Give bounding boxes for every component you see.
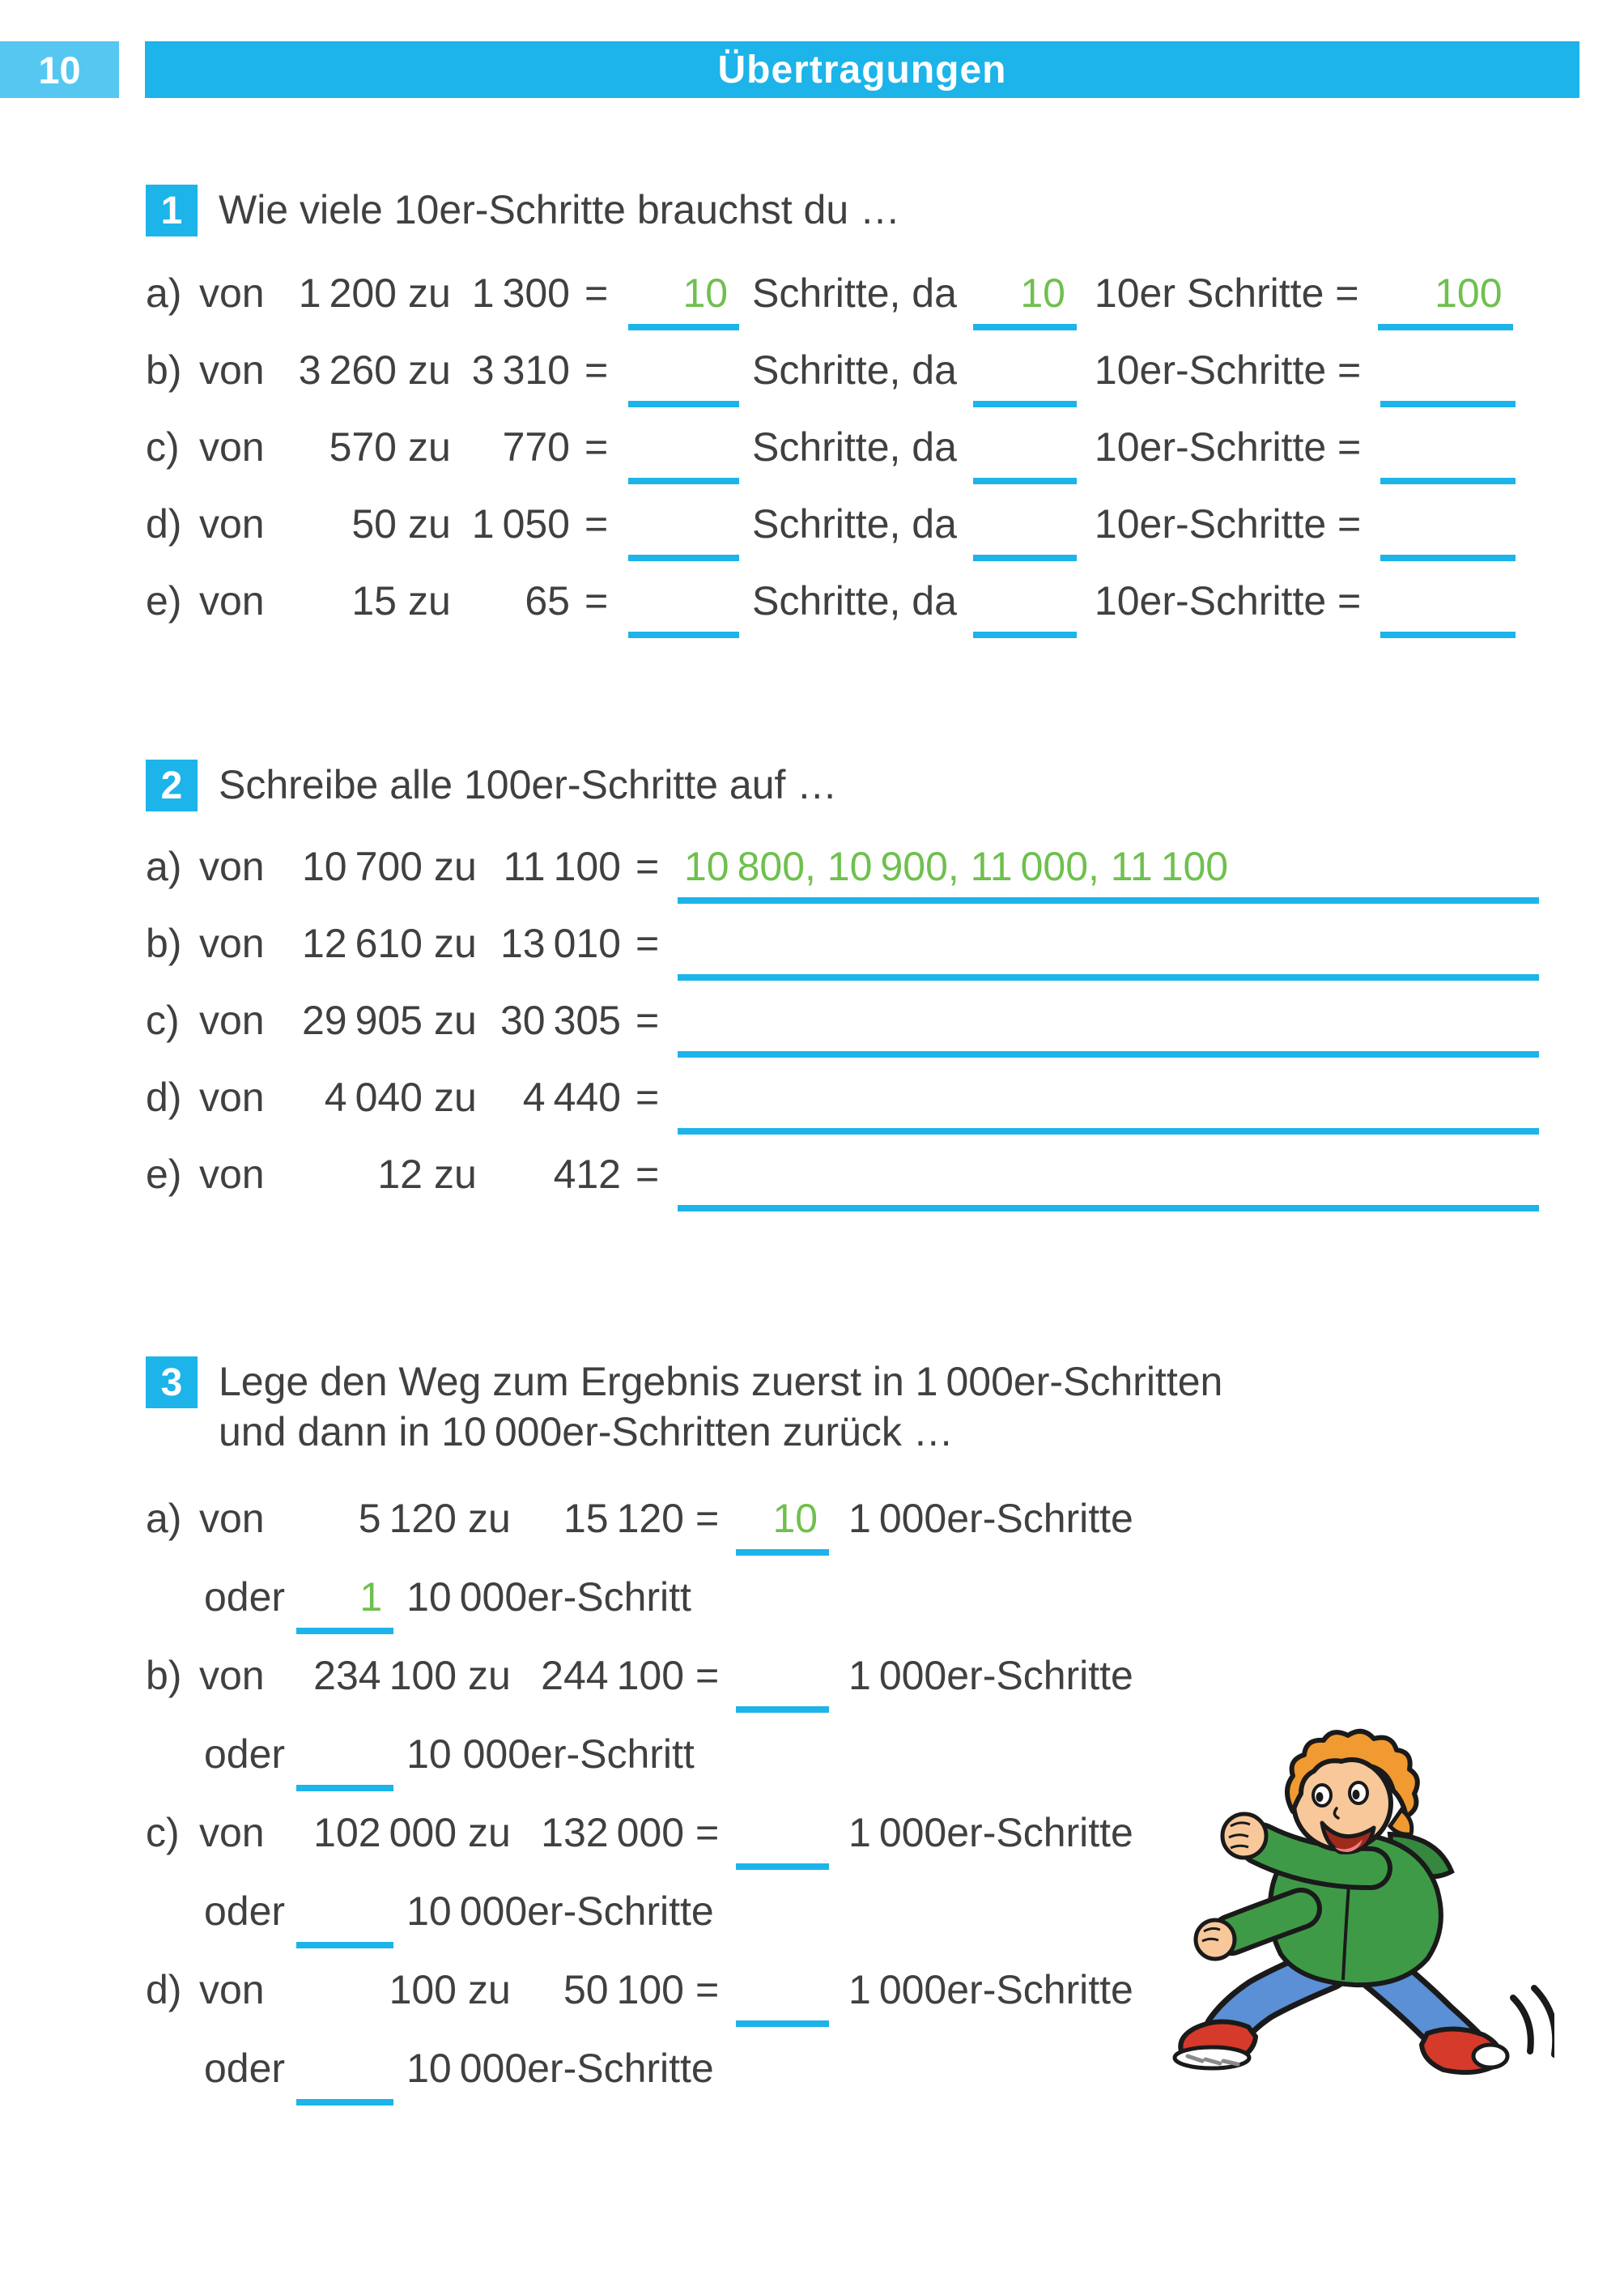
exercise1-row-c [146,423,1516,484]
answer-blank-tenthousand-steps[interactable] [296,1887,393,1948]
header-title-bar [145,41,1579,98]
exercise3-row-c-oder [146,1887,714,1948]
header-title: Übertragungen [717,48,1007,92]
motion-line-icon [1513,1998,1531,2051]
answer-line[interactable] [678,919,1539,981]
word-von: von [199,1496,265,1541]
word-von: von [199,1152,265,1197]
end-number: 50 100 [563,1967,684,2012]
word-zu: zu [468,1967,511,2012]
answer-blank-result[interactable] [1380,423,1516,484]
word-zu: zu [468,1810,511,1855]
row-label: d) [146,501,182,547]
word-von: von [199,1075,265,1120]
word-zu: zu [434,998,477,1043]
exercise2-row-c [146,996,1539,1058]
unit-text: 1 000er-Schritte [848,1496,1133,1541]
exercise3-row-d [146,1965,1133,2027]
row-label: b) [146,347,182,393]
row-label: c) [146,998,180,1043]
word-von: von [199,578,265,624]
exercise1-title: Wie viele 10er-Schritte brauchst du … [219,187,901,232]
word-von: von [199,1967,265,2012]
word-zu: zu [468,1496,511,1541]
end-number: 412 [553,1152,621,1197]
word-von: von [199,424,265,470]
exercise3-row-a [146,1494,1133,1556]
start-number: 570 [329,424,397,470]
exercise1-row-d [146,500,1516,561]
row-label: a) [146,270,182,316]
end-number: 4 440 [522,1075,621,1120]
answer-blank-tens[interactable] [973,577,1077,638]
exercise3-row-b-oder [146,1730,695,1791]
row-label: a) [146,1496,182,1541]
answer-blank-steps[interactable] [628,577,739,638]
start-number: 29 905 [301,998,423,1043]
tail-text: 10er-Schritte = [1094,424,1362,470]
row-label: e) [146,578,182,624]
exercise1-row-e [146,577,1516,638]
answer-blank-thousand-steps[interactable]: 10 [736,1494,829,1556]
word-zu: zu [408,347,451,393]
exercise2-title: Schreibe alle 100er-Schritte auf … [219,762,838,807]
end-number: 30 305 [500,998,621,1043]
tail-text: 10er-Schritte = [1094,501,1362,547]
equals-sign: = [695,1967,720,2012]
mid-text: Schritte, da [752,424,957,470]
tail-text: 10er Schritte = [1094,270,1359,316]
unit-text: 1 000er-Schritte [848,1967,1133,2012]
exercise3-title-line2: und dann in 10 000er-Schritten zurück … [219,1409,954,1454]
word-zu: zu [408,270,451,316]
row-label: b) [146,1653,182,1698]
equals-sign: = [636,844,660,889]
word-zu: zu [408,424,451,470]
unit-text: 1 000er-Schritte [848,1810,1133,1855]
answer-blank-tenthousand-steps[interactable] [296,1730,393,1791]
equals-sign: = [585,578,609,624]
answer-blank-tenthousand-steps[interactable]: 1 [296,1573,393,1634]
answer-line[interactable] [678,1150,1539,1211]
page-number: 10 [38,48,81,92]
row-label: e) [146,1152,182,1197]
answer-blank-tens[interactable] [973,346,1077,407]
equals-sign: = [695,1653,720,1698]
answer-blank-thousand-steps[interactable] [736,1965,829,2027]
word-zu: zu [408,501,451,547]
row-label: c) [146,1810,180,1855]
answer-blank-tens[interactable] [973,500,1077,561]
equals-sign: = [636,998,660,1043]
answer-blank-tens[interactable]: 10 [973,269,1077,330]
exercise2-row-e [146,1150,1539,1211]
start-number: 50 [351,501,397,547]
end-number: 770 [502,424,570,470]
end-number: 3 310 [471,347,570,393]
equals-sign: = [636,1152,660,1197]
word-von: von [199,270,265,316]
answer-blank-result[interactable]: 100 [1378,269,1513,330]
exercise3-row-b [146,1651,1133,1713]
start-number: 12 610 [301,921,423,966]
word-von: von [199,921,265,966]
start-number: 12 [377,1152,423,1197]
start-number: 4 040 [324,1075,423,1120]
start-number: 100 [389,1967,457,2012]
start-number: 102 000 [313,1810,457,1855]
answer-line[interactable] [678,1073,1539,1135]
word-zu: zu [434,844,477,889]
exercise3-row-c [146,1808,1133,1870]
start-number: 3 260 [298,347,397,393]
word-zu: zu [468,1653,511,1698]
unit-text: 10 000er-Schritt [406,1574,691,1620]
end-number: 244 100 [541,1653,684,1698]
word-von: von [199,1810,265,1855]
unit-text: 10 000er-Schritt [406,1731,695,1777]
exercise1-row-b [146,346,1516,407]
answer-blank-steps[interactable] [628,346,739,407]
start-number: 10 700 [301,844,423,889]
equals-sign: = [585,347,609,393]
tail-text: 10er-Schritte = [1094,347,1362,393]
exercise2-row-b [146,919,1539,981]
mid-text: Schritte, da [752,347,957,393]
tail-text: 10er-Schritte = [1094,578,1362,624]
answer-blank-result[interactable] [1380,577,1516,638]
exercise3-row-d-oder [146,2044,714,2106]
exercise2-row-d [146,1073,1539,1135]
end-number: 1 300 [471,270,570,316]
motion-line-icon [1534,1988,1554,2054]
end-number: 132 000 [541,1810,684,1855]
unit-text: 1 000er-Schritte [848,1653,1133,1698]
exercise1-row-a [146,269,1513,330]
answer-line[interactable] [678,996,1539,1058]
word-oder: oder [204,2046,286,2091]
end-number: 1 050 [471,501,570,547]
mid-text: Schritte, da [752,270,957,316]
end-number: 11 100 [503,844,621,889]
answer-blank-result[interactable] [1380,500,1516,561]
word-von: von [199,501,265,547]
row-label: a) [146,844,182,889]
row-label: d) [146,1967,182,2012]
answer-blank-steps[interactable]: 10 [628,269,739,330]
equals-sign: = [585,424,609,470]
word-zu: zu [434,1152,477,1197]
exercise3-row-a-oder [146,1573,691,1634]
exercise2-row-a [146,842,1539,904]
word-zu: zu [408,578,451,624]
page-number-box [0,41,119,98]
running-boy-illustration [1170,1713,1554,2089]
answer-blank-tenthousand-steps[interactable] [296,2044,393,2106]
end-number: 15 120 [563,1496,684,1541]
word-oder: oder [204,1888,286,1934]
row-label: c) [146,424,180,470]
answer-blank-tens[interactable] [973,423,1077,484]
answer-blank-result[interactable] [1380,346,1516,407]
start-number: 15 [351,578,397,624]
word-zu: zu [434,921,477,966]
unit-text: 10 000er-Schritte [406,2046,714,2091]
row-label: b) [146,921,182,966]
exercise3-title-line1: Lege den Weg zum Ergebnis zuerst in 1 000er-Schritten [219,1359,1223,1404]
equals-sign: = [585,501,609,547]
word-von: von [199,844,265,889]
word-von: von [199,998,265,1043]
equals-sign: = [636,921,660,966]
exercise3-header [146,1356,1222,1457]
answer-line[interactable]: 10 800, 10 900, 11 000, 11 100 [678,842,1539,904]
end-number: 65 [525,578,570,624]
start-number: 1 200 [298,270,397,316]
exercise1-badge: 1 [146,185,198,236]
word-von: von [199,347,265,393]
exercise1-header [146,185,900,236]
exercise3-badge: 3 [146,1356,198,1408]
word-oder: oder [204,1574,286,1620]
word-von: von [199,1653,265,1698]
equals-sign: = [695,1810,720,1855]
exercise3-title [219,1356,1222,1457]
start-number: 5 120 [358,1496,457,1541]
mid-text: Schritte, da [752,578,957,624]
word-zu: zu [434,1075,477,1120]
answer-blank-thousand-steps[interactable] [736,1808,829,1870]
row-label: d) [146,1075,182,1120]
equals-sign: = [695,1496,720,1541]
end-number: 13 010 [500,921,621,966]
answer-blank-steps[interactable] [628,423,739,484]
word-oder: oder [204,1731,286,1777]
exercise2-badge: 2 [146,760,198,811]
exercise2-header [146,760,837,811]
answer-blank-steps[interactable] [628,500,739,561]
start-number: 234 100 [313,1653,457,1698]
equals-sign: = [585,270,609,316]
unit-text: 10 000er-Schritte [406,1888,714,1934]
equals-sign: = [636,1075,660,1120]
answer-blank-thousand-steps[interactable] [736,1651,829,1713]
mid-text: Schritte, da [752,501,957,547]
